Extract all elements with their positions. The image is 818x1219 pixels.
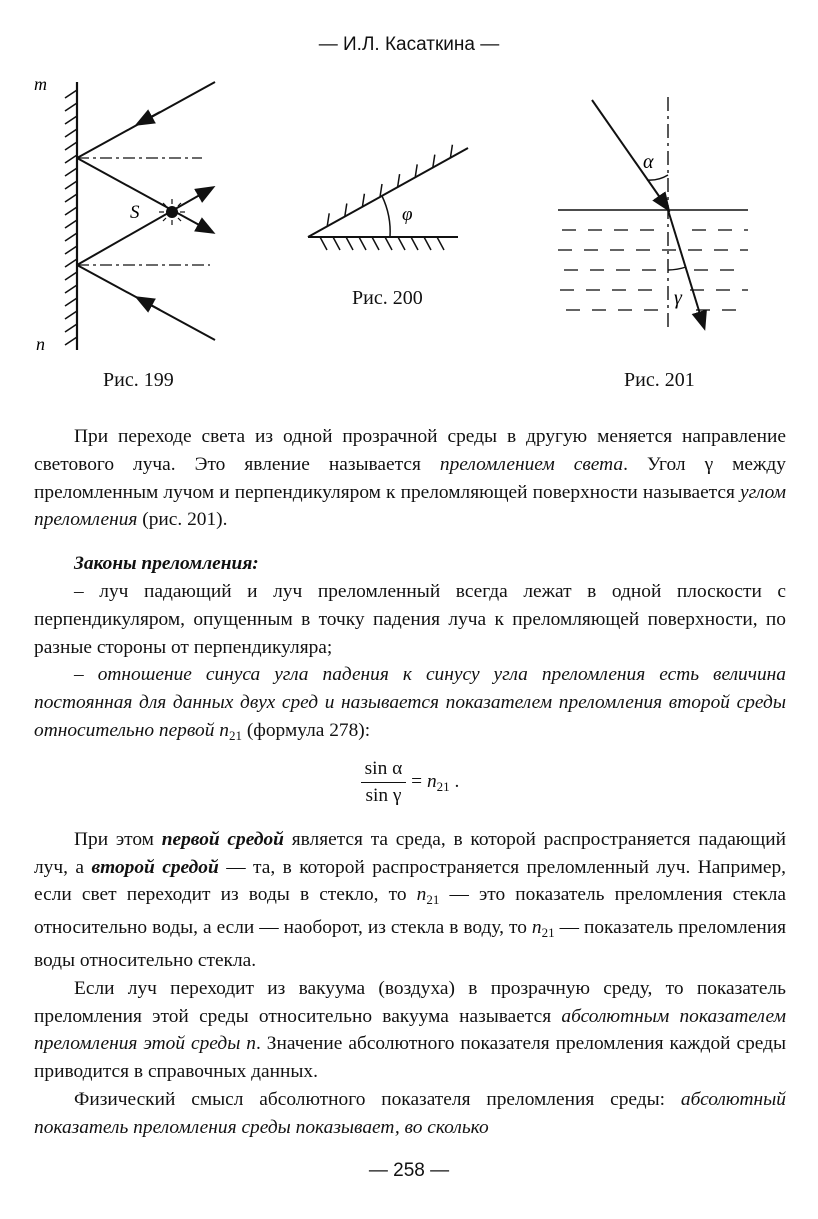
term-first-medium: первой средой [161,828,284,850]
hatch-mark [437,237,444,250]
formula-sub: 21 [436,778,450,794]
formula-fraction [361,756,407,809]
hatch-mark [65,311,77,319]
hatch-mark [65,168,77,176]
body-text [34,423,786,1142]
paragraph-refraction [34,423,786,534]
p2-sub2: 21 [541,925,555,941]
law2-text: – отношение синуса угла падения к синусу угла преломления есть величина постоянная для данных двух сред и называется показателем преломления второй среды относительно первой [34,664,786,741]
law2-n: n [219,719,229,741]
hatch-mark [65,116,77,124]
hatch-mark [65,207,77,215]
hatch-mark [398,237,405,250]
p3-a: Если луч переходит из вакуума (воздуха) в прозрачную среду, то показатель преломления этой среды относительно вакуума называется [34,977,786,1027]
hatch-mark [65,181,77,189]
term-second-medium: второй средой [91,856,219,878]
figure-201-diagram [550,92,760,342]
hatch-mark [65,324,77,332]
hatch-mark [385,237,392,250]
formula-n: n [426,770,437,792]
p2-sub1: 21 [426,892,440,908]
hatch-mark [65,272,77,280]
hatch-mark [65,259,77,267]
law-1: – луч падающий и луч преломленный всегда лежат в одной плоскости с перпендикуляром, опущенным в точку падения луча к преломляющей поверхности, по разные стороны от перпендикуляра; [34,580,786,658]
hatch-mark [65,220,77,228]
figure-200-diagram [298,140,478,260]
caption-201: Рис. 201 [624,369,695,391]
hatch-mark [65,337,77,345]
formula-end: . [449,770,460,792]
law-2 [34,661,786,749]
figure-200 [298,140,478,260]
hatch-mark [372,237,379,250]
paragraph-physical-meaning [34,1086,786,1142]
paragraph-media [34,826,786,975]
p2-f: — это показатель преломления стекла относительно воды, а если — наоборот, из стекла в воду, то [34,884,786,939]
hatch-mark [65,298,77,306]
p1-text-e: (рис. 201). [137,509,228,531]
caption-200: Рис. 200 [352,287,423,309]
hatch-mark [411,237,418,250]
p2-n1: n [416,884,427,906]
hatch-mark [346,237,353,250]
term-refraction-angle: углом преломления [34,481,786,531]
label-n: n [36,334,45,354]
hatch-mark [359,237,366,250]
formula-equals: = [411,770,427,792]
page-number: — 258 — [368,1160,450,1181]
p2-e: — та, в которой распространяется преломленный луч. Например, если свет переходит из воды в стекло, то [34,856,787,906]
hatch-mark [424,237,431,250]
p2-a: При этом [74,828,162,850]
paragraph-absolute [34,975,786,1086]
figure-199-diagram [30,72,230,362]
figure-201 [550,92,760,342]
hatch-mark [65,90,77,98]
hatch-mark [65,246,77,254]
label-phi: φ [402,204,413,225]
p2-c: является та среда, в которой распространяется падающий луч, а [34,828,786,878]
law2-formula-ref: (формула 278): [241,719,371,741]
p1-text-a: При переходе света из одной прозрачной среды в другую меняется направление светового луча. Это явление называется [34,426,786,475]
label-m: m [34,74,47,94]
formula-numerator: sin α [361,756,407,783]
p1-text-c: . Угол γ между преломленным лучом и перпендикуляром к преломляющей поверхности называется [34,453,786,503]
term-refraction: преломлением света [439,453,624,475]
hatch-mark [65,129,77,137]
formula-denominator: sin γ [365,784,402,806]
law2-sub: 21 [228,727,242,743]
hatch-mark [333,237,340,250]
label-s: S [130,202,140,223]
p4-a: Физический смысл абсолютного показателя преломления среды: [74,1088,681,1110]
p2-n2: n [531,917,542,939]
label-alpha: α [643,151,654,173]
term-absolute-index: абсолютным показателем преломления этой среды n [34,1005,786,1055]
running-header: — И.Л. Касаткина — [318,34,500,55]
caption-199: Рис. 199 [103,369,174,391]
hatch-mark [65,155,77,163]
laws-heading: Законы преломления: [74,553,259,575]
p2-g: — показатель преломления воды относительно стекла. [34,917,786,971]
p4-b: абсолютный показатель преломления среды показывает, во сколько [34,1088,786,1138]
formula-278 [34,756,786,820]
hatch-mark [320,237,327,250]
p3-c: . Значение абсолютного показателя преломления каждой среды приводится в справочных данных. [34,1033,787,1083]
hatch-mark [65,103,77,111]
hatch-mark [65,194,77,202]
hatch-mark [65,285,77,293]
label-gamma: γ [674,287,682,309]
hatch-mark [65,142,77,150]
figure-199 [30,72,230,362]
hatch-mark [65,233,77,241]
